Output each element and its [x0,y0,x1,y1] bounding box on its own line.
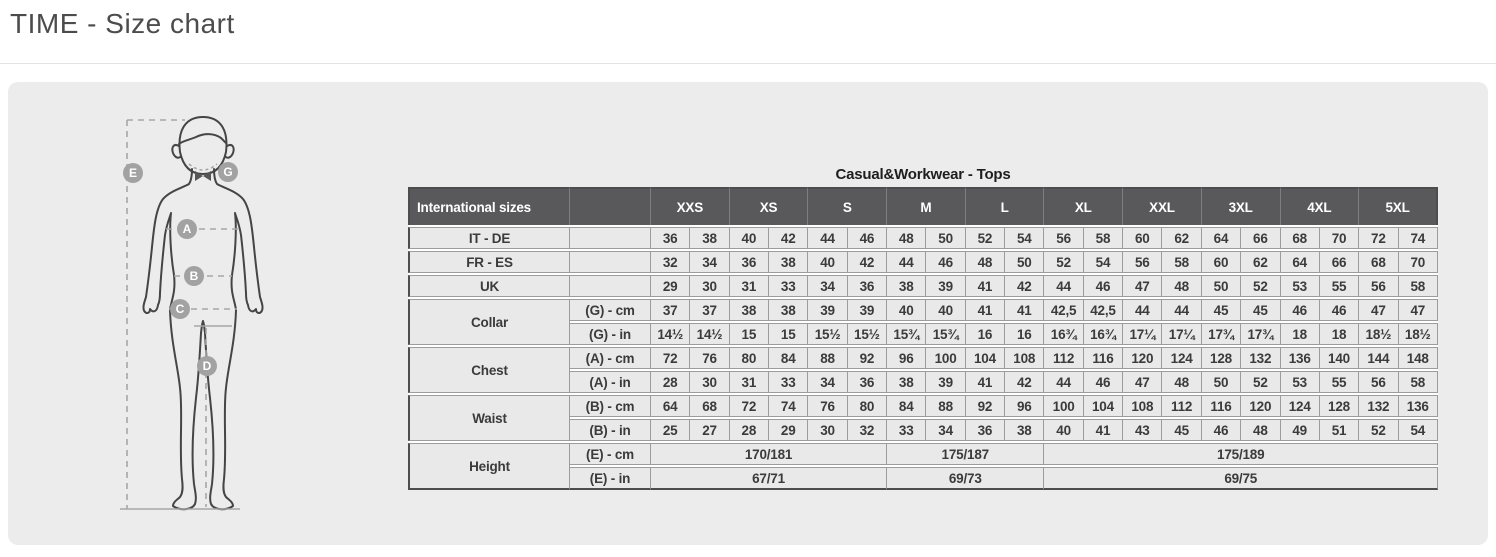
size-value-cell: 34 [690,251,729,273]
size-value-cell: 36 [848,275,887,297]
size-table-block [408,166,1438,490]
size-value-cell: 34 [808,371,847,393]
size-value-cell: 148 [1399,347,1438,369]
size-value-cell: 31 [730,275,769,297]
size-value-cell: 29 [769,419,808,441]
size-value-cell: 48 [1162,275,1201,297]
size-value-cell: 56 [1359,371,1398,393]
size-value-cell: 52 [1359,419,1398,441]
size-value-cell: 52 [1241,371,1280,393]
measure-unit-label: (B) - cm [570,395,651,417]
size-value-cell: 18½ [1359,323,1398,345]
size-value-cell: 50 [926,227,965,249]
size-value-cell: 80 [730,347,769,369]
measurement-badge-a [177,219,197,239]
size-column-header: 5XL [1359,187,1438,225]
size-value-cell: 42 [1005,371,1044,393]
size-value-cell: 38 [1005,419,1044,441]
size-value-cell: 39 [926,371,965,393]
size-value-cell: 18 [1281,323,1320,345]
size-value-cell: 15½ [808,323,847,345]
size-value-cell: 124 [1281,395,1320,417]
size-value-cell: 96 [887,347,926,369]
size-value-cell: 45 [1241,299,1280,321]
size-value-cell: 15¾ [926,323,965,345]
size-value-cell: 38 [730,299,769,321]
size-value-cell: 15 [730,323,769,345]
size-value-cell: 46 [926,251,965,273]
size-value-cell: 62 [1241,251,1280,273]
size-value-cell: 56 [1123,251,1162,273]
size-value-cell: 112 [1162,395,1201,417]
size-value-cell: 47 [1123,371,1162,393]
row-label: Chest [408,347,570,393]
size-value-cell: 55 [1320,371,1359,393]
size-value-cell: 170/181 [651,443,887,465]
header-divider [0,63,1496,64]
size-value-cell: 30 [690,275,729,297]
size-header-row [408,187,1438,225]
size-value-cell: 144 [1359,347,1398,369]
size-value-cell: 116 [1202,395,1241,417]
size-value-cell: 48 [1162,371,1201,393]
size-value-cell: 54 [1084,251,1123,273]
size-value-cell: 14½ [651,323,690,345]
size-value-cell: 68 [1281,227,1320,249]
size-value-cell: 70 [1399,251,1438,273]
size-value-cell: 64 [1281,251,1320,273]
size-value-cell: 104 [966,347,1005,369]
size-value-cell: 30 [690,371,729,393]
size-value-cell: 39 [848,299,887,321]
measurement-badge-d [197,356,217,376]
svg-text:G: G [223,165,233,180]
size-value-cell: 46 [1281,299,1320,321]
size-value-cell: 120 [1241,395,1280,417]
table-row [408,227,1438,249]
size-value-cell: 34 [808,275,847,297]
size-value-cell: 17¾ [1202,323,1241,345]
size-value-cell: 31 [730,371,769,393]
size-value-cell: 25 [651,419,690,441]
row-label: UK [408,275,570,297]
size-value-cell: 40 [926,299,965,321]
size-value-cell: 44 [1044,371,1083,393]
size-value-cell: 41 [966,299,1005,321]
size-value-cell: 42 [848,251,887,273]
size-value-cell: 58 [1399,275,1438,297]
size-value-cell: 104 [1084,395,1123,417]
size-value-cell: 40 [730,227,769,249]
size-value-cell: 140 [1320,347,1359,369]
size-value-cell: 60 [1123,227,1162,249]
size-value-cell: 56 [1359,275,1398,297]
size-value-cell: 70 [1320,227,1359,249]
size-value-cell: 17¾ [1241,323,1280,345]
size-value-cell: 92 [966,395,1005,417]
size-value-cell: 42 [1005,275,1044,297]
size-value-cell: 16¾ [1044,323,1083,345]
size-value-cell: 175/187 [887,443,1044,465]
size-value-cell: 88 [808,347,847,369]
measure-unit-label: (G) - cm [570,299,651,321]
size-value-cell: 67/71 [651,467,887,490]
size-value-cell: 69/75 [1044,467,1438,490]
size-column-header: L [966,187,1045,225]
size-table [408,187,1438,490]
measure-unit-label [570,275,651,297]
size-value-cell: 33 [769,275,808,297]
measure-unit-label: (E) - in [570,467,651,490]
size-value-cell: 120 [1123,347,1162,369]
header-spacer-cell [570,187,651,225]
body-outline [143,117,262,509]
size-value-cell: 136 [1399,395,1438,417]
size-value-cell: 44 [1162,299,1201,321]
size-value-cell: 38 [887,371,926,393]
size-value-cell: 58 [1162,251,1201,273]
size-value-cell: 17¼ [1123,323,1162,345]
size-value-cell: 16 [966,323,1005,345]
row-label: Waist [408,395,570,441]
size-value-cell: 53 [1281,275,1320,297]
size-value-cell: 112 [1044,347,1083,369]
size-value-cell: 51 [1320,419,1359,441]
size-value-cell: 40 [1044,419,1083,441]
size-value-cell: 60 [1202,251,1241,273]
body-measurement-figure [90,95,320,525]
size-value-cell: 69/73 [887,467,1044,490]
row-label: Height [408,443,570,490]
size-column-header: XS [730,187,809,225]
size-value-cell: 32 [848,419,887,441]
svg-text:A: A [182,222,192,237]
size-value-cell: 80 [848,395,887,417]
size-value-cell: 37 [690,299,729,321]
size-value-cell: 72 [730,395,769,417]
size-value-cell: 175/189 [1044,443,1438,465]
size-value-cell: 92 [848,347,887,369]
size-column-header: XXL [1123,187,1202,225]
size-value-cell: 116 [1084,347,1123,369]
size-value-cell: 29 [651,275,690,297]
size-value-cell: 15 [769,323,808,345]
size-value-cell: 37 [651,299,690,321]
size-value-cell: 17¼ [1162,323,1201,345]
size-value-cell: 74 [1399,227,1438,249]
size-value-cell: 46 [848,227,887,249]
table-title: Casual&Workwear - Tops [835,166,1011,183]
table-row [408,347,1438,369]
size-column-header: XL [1044,187,1123,225]
size-value-cell: 40 [808,251,847,273]
size-value-cell: 38 [887,275,926,297]
size-value-cell: 44 [1044,275,1083,297]
size-column-header: S [808,187,887,225]
size-value-cell: 41 [966,371,1005,393]
size-value-cell: 32 [651,251,690,273]
measure-unit-label: (B) - in [570,419,651,441]
size-value-cell: 58 [1084,227,1123,249]
international-sizes-header: International sizes [408,187,570,225]
measurement-badge-c [170,299,190,319]
measure-unit-label [570,251,651,273]
size-value-cell: 36 [966,419,1005,441]
size-value-cell: 42,5 [1084,299,1123,321]
size-value-cell: 54 [1005,227,1044,249]
size-value-cell: 108 [1005,347,1044,369]
size-value-cell: 54 [1399,419,1438,441]
size-value-cell: 34 [926,419,965,441]
size-value-cell: 38 [690,227,729,249]
size-value-cell: 16¾ [1084,323,1123,345]
size-value-cell: 50 [1202,371,1241,393]
size-value-cell: 49 [1281,419,1320,441]
size-value-cell: 128 [1202,347,1241,369]
size-value-cell: 28 [730,419,769,441]
svg-text:E: E [128,166,138,181]
size-value-cell: 68 [690,395,729,417]
size-value-cell: 44 [808,227,847,249]
svg-text:C: C [175,302,185,317]
size-value-cell: 43 [1123,419,1162,441]
measure-unit-label [570,227,651,249]
size-value-cell: 15¾ [887,323,926,345]
size-value-cell: 52 [1241,275,1280,297]
table-row [408,443,1438,465]
size-value-cell: 44 [1123,299,1162,321]
size-value-cell: 50 [1005,251,1044,273]
size-value-cell: 42,5 [1044,299,1083,321]
size-value-cell: 132 [1359,395,1398,417]
size-value-cell: 47 [1399,299,1438,321]
size-value-cell: 30 [808,419,847,441]
size-value-cell: 100 [926,347,965,369]
size-value-cell: 42 [769,227,808,249]
table-row [408,251,1438,273]
measurement-badge-e [123,163,143,183]
size-value-cell: 39 [926,275,965,297]
size-value-cell: 72 [651,347,690,369]
size-value-cell: 47 [1359,299,1398,321]
size-value-cell: 76 [690,347,729,369]
size-value-cell: 96 [1005,395,1044,417]
size-value-cell: 53 [1281,371,1320,393]
row-label: IT - DE [408,227,570,249]
size-value-cell: 88 [926,395,965,417]
svg-text:B: B [189,269,199,284]
size-value-cell: 108 [1123,395,1162,417]
size-value-cell: 15½ [848,323,887,345]
size-value-cell: 14½ [690,323,729,345]
size-value-cell: 33 [769,371,808,393]
size-value-cell: 16 [1005,323,1044,345]
size-value-cell: 132 [1241,347,1280,369]
measure-unit-label: (G) - in [570,323,651,345]
size-value-cell: 44 [887,251,926,273]
size-column-header: XXS [651,187,730,225]
svg-text:D: D [202,359,212,374]
size-value-cell: 62 [1162,227,1201,249]
row-label: FR - ES [408,251,570,273]
size-value-cell: 56 [1044,227,1083,249]
size-value-cell: 128 [1320,395,1359,417]
size-value-cell: 27 [690,419,729,441]
size-value-cell: 50 [1202,275,1241,297]
size-value-cell: 45 [1162,419,1201,441]
size-value-cell: 38 [769,251,808,273]
measure-unit-label: (A) - in [570,371,651,393]
size-value-cell: 74 [769,395,808,417]
size-value-cell: 52 [1044,251,1083,273]
size-value-cell: 36 [848,371,887,393]
size-value-cell: 100 [1044,395,1083,417]
size-value-cell: 41 [966,275,1005,297]
size-value-cell: 48 [887,227,926,249]
size-value-cell: 55 [1320,275,1359,297]
size-value-cell: 41 [1005,299,1044,321]
table-row [408,299,1438,321]
size-value-cell: 84 [769,347,808,369]
size-value-cell: 64 [1202,227,1241,249]
size-value-cell: 136 [1281,347,1320,369]
size-value-cell: 47 [1123,275,1162,297]
size-column-header: M [887,187,966,225]
size-column-header: 4XL [1281,187,1360,225]
size-value-cell: 76 [808,395,847,417]
size-value-cell: 18½ [1399,323,1438,345]
size-value-cell: 45 [1202,299,1241,321]
size-value-cell: 72 [1359,227,1398,249]
size-value-cell: 58 [1399,371,1438,393]
size-value-cell: 48 [966,251,1005,273]
size-value-cell: 36 [651,227,690,249]
size-value-cell: 39 [808,299,847,321]
collar-marker [195,171,211,181]
size-value-cell: 46 [1320,299,1359,321]
size-value-cell: 66 [1320,251,1359,273]
size-value-cell: 33 [887,419,926,441]
size-value-cell: 68 [1359,251,1398,273]
size-value-cell: 38 [769,299,808,321]
size-value-cell: 46 [1084,371,1123,393]
size-value-cell: 40 [887,299,926,321]
size-value-cell: 28 [651,371,690,393]
size-value-cell: 46 [1202,419,1241,441]
table-row [408,395,1438,417]
size-value-cell: 48 [1241,419,1280,441]
size-value-cell: 52 [966,227,1005,249]
size-column-header: 3XL [1202,187,1281,225]
size-value-cell: 36 [730,251,769,273]
measure-unit-label: (A) - cm [570,347,651,369]
size-chart-panel [8,82,1488,545]
size-value-cell: 18 [1320,323,1359,345]
size-value-cell: 46 [1084,275,1123,297]
size-value-cell: 84 [887,395,926,417]
table-row [408,275,1438,297]
measurement-badge-b [184,266,204,286]
row-label: Collar [408,299,570,345]
size-value-cell: 41 [1084,419,1123,441]
size-value-cell: 64 [651,395,690,417]
measure-unit-label: (E) - cm [570,443,651,465]
size-value-cell: 124 [1162,347,1201,369]
page-title: TIME - Size chart [10,8,235,39]
size-value-cell: 66 [1241,227,1280,249]
measurement-badge-g [218,162,238,182]
